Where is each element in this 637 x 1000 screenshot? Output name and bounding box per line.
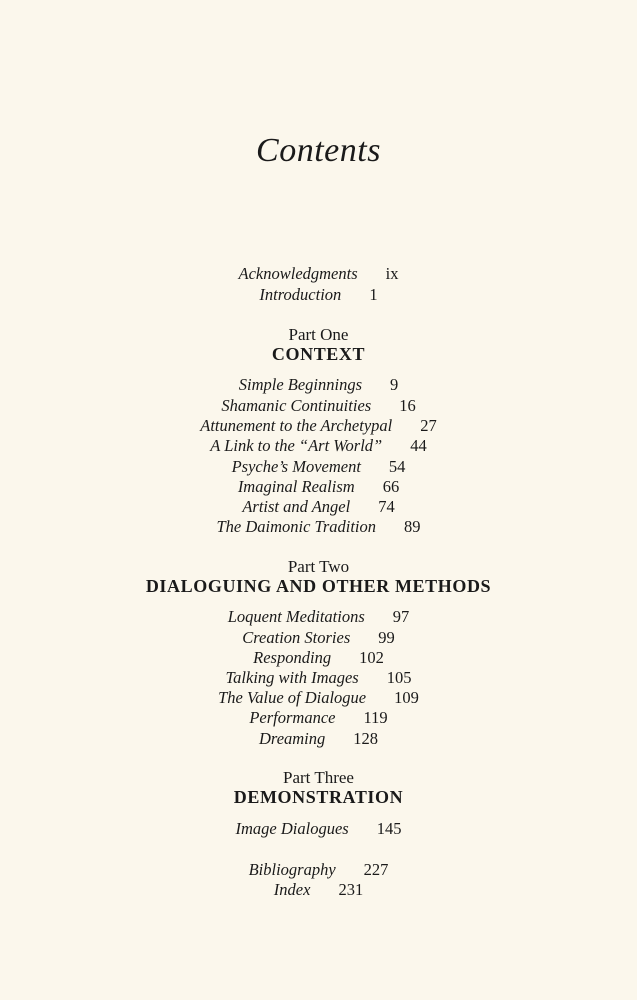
toc-entry [0, 628, 637, 648]
toc-entry [0, 436, 637, 456]
toc-entry-title: Simple Beginnings [238, 375, 363, 394]
toc-entry-title: Shamanic Continuities [221, 396, 372, 415]
toc-entry [0, 819, 637, 839]
toc-entry-page: 105 [386, 668, 412, 687]
toc-entry-page: 9 [390, 375, 399, 394]
toc-entry-page: 74 [378, 497, 395, 516]
toc-entry [0, 416, 637, 436]
toc-entry [0, 375, 637, 395]
toc-entry-title: Psyche’s Movement [231, 457, 361, 476]
toc-entry-title: Talking with Images [225, 668, 359, 687]
toc-entry-page: 97 [392, 607, 410, 626]
toc-entry-title: Performance [249, 708, 336, 727]
toc-entry-page: 54 [388, 457, 406, 476]
toc-entry-title: Loquent Meditations [227, 607, 365, 626]
part-two-title: DIALOGUING AND OTHER METHODS [145, 576, 492, 596]
toc-entry-page: 227 [363, 860, 389, 879]
toc-entry-page: 128 [353, 729, 379, 748]
toc-entry [0, 517, 637, 537]
toc-entry [0, 668, 637, 688]
toc-entry-title: Index [273, 880, 311, 899]
toc-entry-page: 109 [394, 688, 419, 707]
toc-entry [0, 648, 637, 668]
part-three-title: DEMONSTRATION [233, 787, 404, 807]
toc-entry [0, 729, 637, 749]
toc-entry-page: 145 [376, 819, 402, 838]
toc-entry-title: A Link to the “Art World” [210, 436, 383, 455]
toc-entry-title: Imaginal Realism [237, 477, 355, 496]
part-two-label: Part Two [287, 557, 350, 576]
part-three-label: Part Three [283, 768, 354, 787]
toc-entry-page: ix [385, 264, 399, 283]
part-one-title: CONTEXT [271, 344, 366, 364]
toc-entry [0, 708, 637, 728]
page-title: Contents [256, 132, 381, 169]
toc-entry-page: 66 [382, 477, 400, 496]
toc-entry-page: 89 [404, 517, 421, 536]
toc-entry-title: Creation Stories [242, 628, 351, 647]
toc-entry [0, 396, 637, 416]
toc-entry-title: Image Dialogues [235, 819, 349, 838]
toc-entry [0, 688, 637, 708]
toc-entry-title: Responding [253, 648, 332, 667]
toc-entry [0, 607, 637, 627]
part-one-label: Part One [288, 325, 349, 344]
toc-entry [0, 457, 637, 477]
toc-entry-page: 119 [363, 708, 388, 727]
toc-entry-page: 102 [359, 648, 384, 667]
toc-entry-title: The Value of Dialogue [218, 688, 367, 707]
toc-entry-title: Bibliography [248, 860, 336, 879]
toc-entry-title: Dreaming [258, 729, 326, 748]
toc-entry-title: Acknowledgments [238, 264, 358, 283]
toc-entry-page: 1 [369, 285, 378, 304]
toc-entry-page: 99 [378, 628, 395, 647]
toc-entry-index [0, 880, 637, 900]
toc-entry-bibliography [0, 860, 637, 880]
toc-entry-page: 27 [420, 416, 437, 435]
toc-entry-title: Introduction [259, 285, 342, 304]
toc-entry-page: 44 [410, 436, 427, 455]
toc-entry-page: 16 [399, 396, 416, 415]
toc-entry-page: 231 [338, 880, 364, 899]
toc-entry-title: The Daimonic Tradition [216, 517, 376, 536]
toc-entry [0, 477, 637, 497]
toc-entry-acknowledgments [0, 264, 637, 284]
toc-entry-title: Artist and Angel [242, 497, 351, 516]
toc-entry-introduction [0, 285, 637, 305]
toc-entry [0, 497, 637, 517]
toc-entry-title: Attunement to the Archetypal [200, 416, 393, 435]
